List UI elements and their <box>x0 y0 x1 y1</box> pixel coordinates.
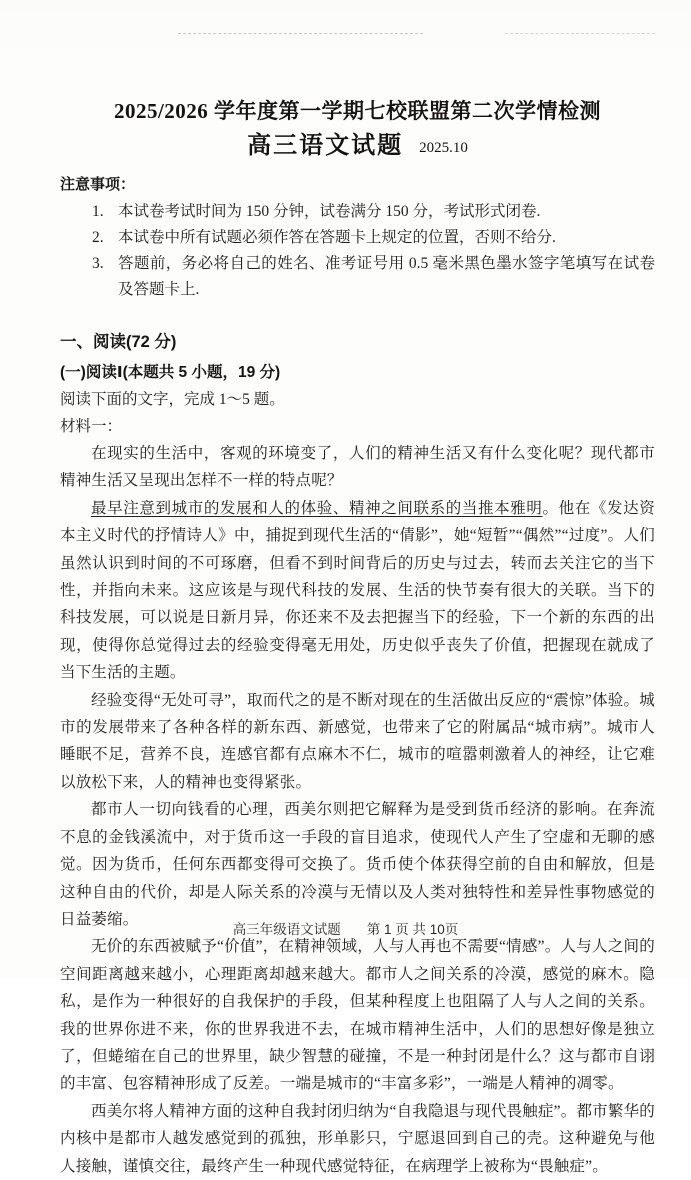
notice-list <box>60 199 655 303</box>
notice-item-text: 本试卷考试时间为 150 分钟，试卷满分 150 分，考试形式闭卷. <box>118 203 541 220</box>
notice-item-2 <box>60 225 655 251</box>
paragraph-5: 无价的东西被赋予“价值”，在精神领域，人与人再也不需要“情感”。人与人之间的空间距离越来越小，心理距离却越来越大。都市人之间关系的冷漠，感觉的麻木。隐私，是作为一种很好的自我保护的手段，但某种程度上也阻隔了人与人之间的关系。我的世界你进不来，你的世界我进不去，在城市精神生活中，人们的思想好像是独立了，但蜷缩在自己的世界里，缺少智慧的碰撞，不是一种封闭是什么？这与都市自诩的丰富、包容精神形成了反差。一端是城市的“丰富多彩”，一端是人精神的凋零。 <box>60 938 655 1093</box>
material-one-label: 材料一： <box>60 418 123 435</box>
notice-item-1 <box>60 199 655 225</box>
exam-date: 2025.10 <box>419 140 468 156</box>
paragraph-4: 都市人一切向钱看的心理，西美尔则把它解释为是受到货币经济的影响。在奔流不息的金钱溪流中，对于货币这一手段的盲目追求，使现代人产生了空虚和无聊的感觉。因为货币，任何东西都变得可交换了。货币使个体获得空前的自由和解放，但是这种自由的代价，却是人际关系的冷漠与无情以及人类对独特性和差异性事物感觉的日益萎缩。 <box>60 801 655 928</box>
exam-header <box>60 96 655 164</box>
notice-item-text: 本试卷中所有试题必须作答在答题卡上规定的位置，否则不给分. <box>118 229 556 246</box>
notice-heading: 注意事项： <box>60 176 136 193</box>
paragraph-1: 在现实的生活中，客观的环境变了，人们的精神生活又有什么变化呢？现代都市精神生活又呈现出怎样不一样的特点呢？ <box>60 445 655 490</box>
notice-item-number: 1. <box>92 203 104 220</box>
footer-doc-label: 高三年级语文试题 <box>232 922 341 937</box>
exam-subject-title: 高三语文试题 <box>247 133 404 159</box>
paragraph-2-rest: 。他在《发达资本主义时代的抒情诗人》中，捕捉到现代生活的“倩影”，她“短暂”“偶然”“过度”。人们虽然认识到时间的不可琢磨，但看不到时间背后的历史与过去，转而去关注它的当下性，并指向未来。这应该是与现代科技的发展、生活的快节奏有很大的关联。当下的科技发展，可以说是日新月异，你还来不及去把握当下的经验，下一个新的东西的出现，使得你总觉得过去的经验变得毫无用处，历史似乎丧失了价值，把握现在就成了当下生活的主题。 <box>60 499 655 682</box>
footer-page-info: 第 1 页 共 10页 <box>366 922 459 937</box>
paragraph-2 <box>60 495 655 687</box>
scan-artifact-line <box>505 33 655 34</box>
reading-instruction: 阅读下面的文字，完成 1～5 题。 <box>60 391 285 408</box>
notice-item-3 <box>60 251 655 303</box>
page-footer <box>0 918 691 938</box>
page-content <box>60 96 655 1180</box>
notice-item-number: 3. <box>92 255 104 272</box>
paragraph-3: 经验变得“无处可寻”，取而代之的是不断对现在的生活做出反应的“震惊”体验。城市的发展带来了各种各样的新东西、新感觉，也带来了它的附属品“城市病”。城市人睡眠不足，营养不良，连感官都有点麻木不仁，城市的喧嚣刺激着人的神经，让它难以放松下来，人的精神也变得紧张。 <box>60 691 655 791</box>
subsection-heading-reading-1: (一)阅读Ⅰ(本题共 5 小题，19 分) <box>60 364 281 381</box>
material-one-text <box>60 440 655 1180</box>
paragraph-6: 西美尔将人精神方面的这种自我封闭归纳为“自我隐退与现代畏触症”。都市繁华的内核中是都市人越发感觉到的孤独，形单影只，宁愿退回到自己的壳。这种避免与他人接触，谨慎交往，最终产生一种现代感觉特征，在病理学上被称为“畏触症”。 <box>60 1102 655 1175</box>
exam-title-line1: 2025/2026 学年度第一学期七校联盟第二次学情检测 <box>113 99 602 123</box>
underlined-sentence: 最早注意到城市的发展和人的体验、精神之间联系的当推本雅明 <box>91 499 543 517</box>
exam-title-line2 <box>60 130 655 164</box>
section-heading-reading: 一、阅读(72 分) <box>60 333 177 351</box>
scan-artifact-line <box>178 33 423 34</box>
notice-item-number: 2. <box>92 229 104 246</box>
notice-item-text: 答题前，务必将自己的姓名、准考证号用 0.5 毫米黑色墨水签字笔填写在试卷及答题卡上. <box>118 255 655 298</box>
